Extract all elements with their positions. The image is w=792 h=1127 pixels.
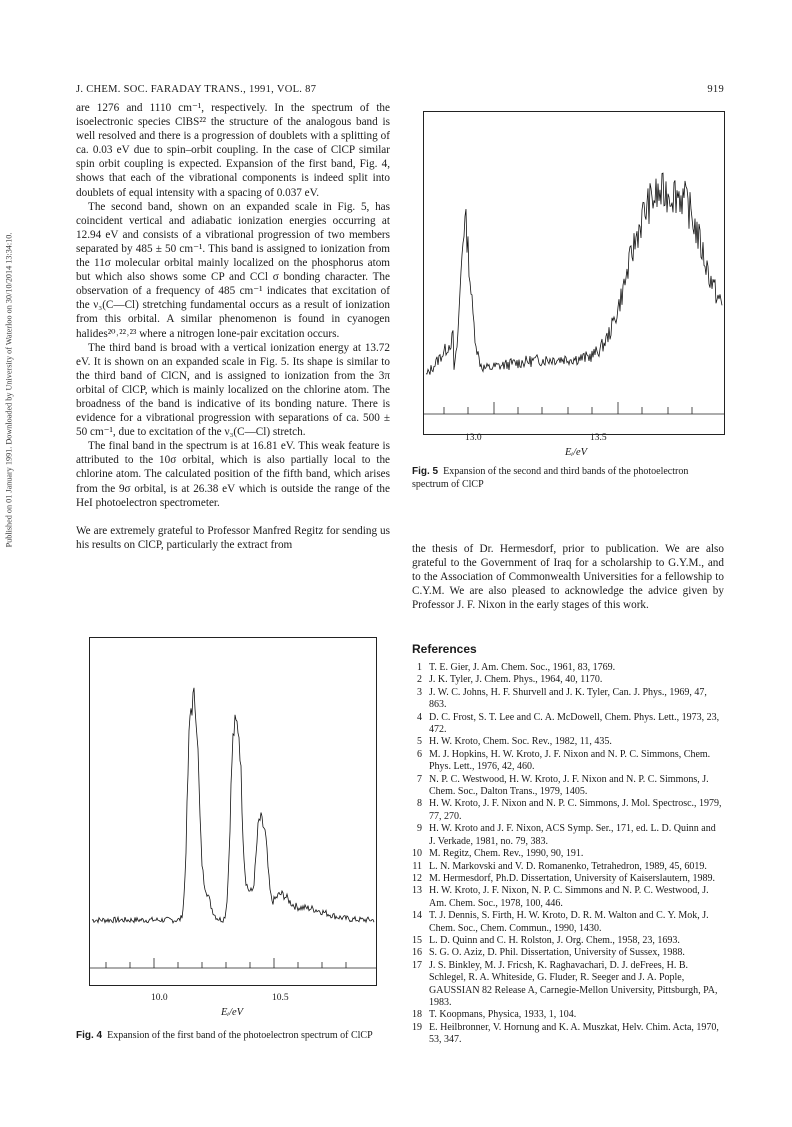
reference-number: 8 xyxy=(417,798,422,810)
journal-citation: J. CHEM. SOC. FARADAY TRANS., 1991, VOL. 87 xyxy=(76,84,317,95)
fig4-x-axis-label: Eᵢ/eV xyxy=(221,1007,244,1018)
reference-text: L. D. Quinn and C. H. Rolston, J. Org. Chem., 1958, 23, 1693. xyxy=(429,934,680,946)
reference-item xyxy=(412,774,724,799)
fig5-axis-ticks xyxy=(444,402,692,414)
reference-text: M. J. Hopkins, H. W. Kroto, J. F. Nixon and N. P. C. Simmons, Chem. Phys. Lett., 1976, 42, 460. xyxy=(429,748,711,773)
reference-text: N. P. C. Westwood, H. W. Kroto, J. F. Nixon and N. P. C. Simmons, J. Chem. Soc., Dalton Trans., 1979, 1405. xyxy=(429,773,709,798)
page-number: 919 xyxy=(707,84,724,95)
reference-number: 12 xyxy=(412,872,422,884)
reference-number: 14 xyxy=(412,910,422,922)
reference-item xyxy=(412,1009,724,1021)
reference-number: 19 xyxy=(412,1021,422,1033)
references-heading: References xyxy=(412,642,477,656)
reference-text: S. G. O. Aziz, D. Phil. Dissertation, University of Sussex, 1988. xyxy=(429,947,685,959)
fig4-axis-ticks xyxy=(106,958,346,968)
fig4-caption-label: Fig. 4 xyxy=(76,1030,103,1041)
paragraph: The second band, shown on an expanded scale in Fig. 5, has coincident vertical and adiabatic ionization energies occurring at 12.94 eV and consists of a vibrational progression of two members separated by 485 ± 50 cm⁻¹. This band is assigned to ionization from the 11σ molecular orbital mainly localized on the phosphorus atom but which also shows some CP and CCl σ bonding character. The observation of a frequency of 485 cm⁻¹ indicates that excitation of the ν₃(C—Cl) stretching fundamental occurs as a result of ionization from this orbital. A similar phenomenon is found in cyanogen halides²⁰˒²²˒²³ where a nitrogen lone-pair excitation occurs. xyxy=(76,200,390,340)
reference-item xyxy=(412,712,724,737)
reference-item xyxy=(412,736,724,748)
figure-5 xyxy=(423,111,725,435)
reference-item xyxy=(412,662,724,674)
reference-text: H. W. Kroto, Chem. Soc. Rev., 1982, 11, 435. xyxy=(429,736,612,748)
reference-item xyxy=(412,749,724,774)
fig5-caption-text: Expansion of the second and third bands of the photoelectron spectrum of ClCP xyxy=(412,466,689,490)
reference-number: 4 xyxy=(417,711,422,723)
fig5-spectrum-plot xyxy=(424,112,724,434)
fig5-caption xyxy=(412,466,724,491)
fig5-tick-label: 13.0 xyxy=(465,433,482,443)
paragraph: The final band in the spectrum is at 16.81 eV. This weak feature is attributed to the 10σ orbital, which is also partially local to the chlorine atom. The calculated position of the fifth band, which arises from the 9σ orbital, is at 26.38 eV which is outside the range of the HeI photoelectron spectrometer. xyxy=(76,440,390,509)
reference-number: 9 xyxy=(417,823,422,835)
reference-item xyxy=(412,910,724,935)
reference-number: 5 xyxy=(417,736,422,748)
fig5-spectrum-trace xyxy=(426,173,722,375)
reference-item xyxy=(412,823,724,848)
reference-text: J. W. C. Johns, H. F. Shurvell and J. K. Tyler, Can. J. Phys., 1969, 47, 863. xyxy=(429,686,707,711)
fig4-caption xyxy=(76,1030,390,1043)
reference-item xyxy=(412,935,724,947)
reference-number: 6 xyxy=(417,748,422,760)
reference-number: 11 xyxy=(412,860,422,872)
reference-text: J. S. Binkley, M. J. Fricsh, K. Raghavachari, D. J. deFrees, H. B. Schlegel, R. A. Whiteside, G. Fluder, R. Seeger and J. A. Pople, GAUSSIAN 82 Release A, Carnegie-Mellon University, Pittsburgh, PA, 1983. xyxy=(429,959,718,1008)
fig4-tick-label: 10.5 xyxy=(272,993,289,1003)
fig4-tick-label: 10.0 xyxy=(151,993,168,1003)
running-header xyxy=(76,84,724,100)
paragraph: are 1276 and 1110 cm⁻¹, respectively. In the spectrum of the isoelectronic species ClBS²² the structure of the analogous band is well resolved and there is a progression of doublets with a splitting of ca. 0.03 eV due to spin–orbit coupling. In the case of ClCP similar spin orbit coupling is expected. Expansion of the first band, Fig. 4, shows that each of the vibrational components is indeed split into doublets of equal intensity with a spacing of 0.037 eV. xyxy=(76,102,390,199)
reference-number: 17 xyxy=(412,959,422,971)
reference-text: T. J. Dennis, S. Firth, H. W. Kroto, D. R. M. Walton and C. Y. Mok, J. Chem. Soc., Chem. Commun., 1990, 1430. xyxy=(429,910,709,934)
reference-item xyxy=(412,885,724,910)
reference-number: 1 xyxy=(417,662,422,673)
reference-text: M. Hermesdorf, Ph.D. Dissertation, University of Kaiserslautern, 1989. xyxy=(429,872,716,884)
paragraph: the thesis of Dr. Hermesdorf, prior to publication. We are also grateful to the Government of Iraq for a scholarship to G.Y.M., and to the Association of Commonwealth Universities for a fellowship to C.Y.M. We are also pleased to acknowledge the advice given by Professor J. F. Nixon in the early stages of this work. xyxy=(412,543,724,612)
right-column-text xyxy=(412,542,724,612)
download-watermark-text: Published on 01 January 1991. Downloaded by University of Waterloo on 30/10/2014 13:34:10. xyxy=(4,232,14,548)
reference-item xyxy=(412,674,724,686)
reference-text: D. C. Frost, S. T. Lee and C. A. McDowell, Chem. Phys. Lett., 1973, 23, 472. xyxy=(429,711,720,736)
reference-item xyxy=(412,848,724,860)
fig4-caption-text: Expansion of the first band of the photoelectron spectrum of ClCP xyxy=(107,1030,373,1041)
reference-number: 7 xyxy=(417,773,422,785)
reference-text: L. N. Markovski and V. D. Romanenko, Tetrahedron, 1989, 45, 6019. xyxy=(429,860,707,872)
reference-item xyxy=(412,873,724,885)
reference-text: M. Regitz, Chem. Rev., 1990, 90, 191. xyxy=(429,848,584,860)
reference-number: 10 xyxy=(412,848,422,860)
reference-text: T. Koopmans, Physica, 1933, 1, 104. xyxy=(429,1009,577,1021)
acknowledgement-paragraph: We are extremely grateful to Professor Manfred Regitz for sending us his results on ClCP, particularly the extract from xyxy=(76,524,390,551)
references-list xyxy=(412,662,724,1047)
reference-number: 16 xyxy=(412,947,422,959)
reference-item xyxy=(412,947,724,959)
reference-item xyxy=(412,861,724,873)
reference-item xyxy=(412,798,724,823)
reference-number: 18 xyxy=(412,1009,422,1021)
reference-text: H. W. Kroto, J. F. Nixon, N. P. C. Simmons and N. P. C. Westwood, J. Am. Chem. Soc., 1978, 100, 446. xyxy=(429,885,709,909)
reference-number: 2 xyxy=(417,674,422,686)
reference-text: H. W. Kroto and J. F. Nixon, ACS Symp. Ser., 171, ed. L. D. Quinn and J. Verkade, 1981, no. 79, 383. xyxy=(429,823,716,847)
reference-text: T. E. Gier, J. Am. Chem. Soc., 1961, 83, 1769. xyxy=(429,662,616,673)
fig4-spectrum-plot xyxy=(90,638,376,985)
reference-number: 3 xyxy=(417,686,422,698)
fig4-spectrum-trace xyxy=(92,688,374,923)
reference-item xyxy=(412,1022,724,1047)
download-watermark xyxy=(2,100,16,680)
fig5-tick-label: 13.5 xyxy=(590,433,607,443)
reference-number: 13 xyxy=(412,885,422,897)
reference-number: 15 xyxy=(412,934,422,946)
reference-text: J. K. Tyler, J. Chem. Phys., 1964, 40, 1170. xyxy=(429,674,603,686)
reference-item xyxy=(412,960,724,1010)
reference-text: H. W. Kroto, J. F. Nixon and N. P. C. Simmons, J. Mol. Spectrosc., 1979, 77, 270. xyxy=(429,798,722,822)
paragraph: The third band is broad with a vertical ionization energy at 13.72 eV. It is shown on an expanded scale in Fig. 5. Its shape is similar to the third band of ClCN, and is assigned to ionization from the 3π orbital of ClCP, which is mainly localized on the chlorine atom. The broadness of the band is indicative of its bonding nature. There is evidence for a vibrational progression with separations of ca. 500 ± 50 cm⁻¹, due to excitation of the ν₃(C—Cl) stretch. xyxy=(76,341,390,439)
fig5-caption-label: Fig. 5 xyxy=(412,466,439,477)
reference-text: E. Heilbronner, V. Hornung and K. A. Muszkat, Helv. Chim. Acta, 1970, 53, 347. xyxy=(429,1021,719,1046)
figure-4 xyxy=(89,637,377,986)
fig5-x-axis-label: Eᵢ/eV xyxy=(565,447,588,458)
reference-item xyxy=(412,687,724,712)
left-column-text xyxy=(76,101,390,552)
